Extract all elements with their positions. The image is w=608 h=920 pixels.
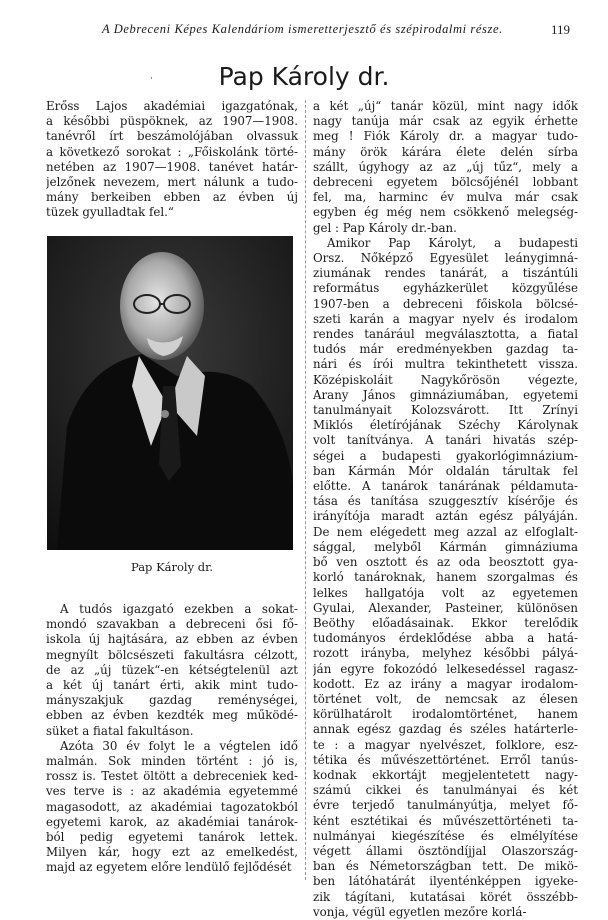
text-line: De nem elégedett meg azzal az elfoglalt- bbox=[313, 524, 578, 539]
text-line: Milyen kár, hogy ezt az emelkedést, bbox=[46, 845, 298, 860]
text-line: de az „új tüzek“-en kétségtelenül azt bbox=[46, 662, 298, 677]
text-line: rendes tanárául megválasztotta, a fiatal bbox=[313, 327, 578, 342]
text-line: számú cikkei és tanulmányai és két bbox=[313, 783, 578, 798]
text-line: malmán. Sok minden történt : jó is, bbox=[46, 754, 298, 769]
text-line: Középiskoláit Nagykőrösön végezte, bbox=[313, 372, 578, 387]
text-line: szállt, úgyhogy az az „új tűz“, mely a bbox=[313, 159, 578, 174]
text-line: ben látóhatárát ilyenténképpen igyeke- bbox=[313, 874, 578, 889]
left-column-intro bbox=[46, 99, 298, 221]
right-column bbox=[313, 99, 578, 920]
text-line: Amikor Pap Károlyt, a budapesti bbox=[327, 235, 578, 250]
paragraph bbox=[46, 739, 298, 876]
text-line: ból pedig egyetemi tanárok lettek. bbox=[46, 830, 298, 845]
text-line: végett állami ösztöndíjjal Olaszország- bbox=[313, 843, 578, 858]
text-line: nári és írói multra tekinthetett vissza. bbox=[313, 357, 578, 372]
text-line: korló tanároknak, hanem szorgalmas és bbox=[313, 570, 578, 585]
text-line: ségei a budapesti gyakorlógimnázium- bbox=[313, 448, 578, 463]
text-line: Beöthy előadásainak. Ekkor terelődik bbox=[313, 615, 578, 630]
text-line: ján egyre fokozódó lelkesedéssel ragasz- bbox=[313, 661, 578, 676]
page-number: 119 bbox=[550, 22, 570, 37]
text-line: Arany János gimnáziumában, egyetemi bbox=[313, 387, 578, 402]
text-line: tudományos érdeklődése abba a hatá- bbox=[313, 631, 578, 646]
text-line: kodnak ekkortájt megjelentetett nagy- bbox=[313, 767, 578, 782]
text-line: a két új tanárt érti, akik mint tudo- bbox=[46, 678, 298, 693]
text-line: magasodott, az akadémiai tagozatokból bbox=[46, 799, 298, 814]
text-line: Gyulai, Alexander, Pasteiner, különösen bbox=[313, 600, 578, 615]
ornament-dot: · bbox=[150, 74, 153, 84]
running-title: A Debreceni Képes Kalendáriom ismeretterjesztő és szépirodalmi része. bbox=[102, 22, 503, 36]
text-line: lelkes hallgatója volt az egyetemen bbox=[313, 585, 578, 600]
text-line: megnyílt bölcsészeti fakultásra célzott, bbox=[46, 647, 298, 662]
text-line: bő ven osztott és az oda beosztott gya- bbox=[313, 555, 578, 570]
text-line: tudós már eredményekben gazdag ta- bbox=[313, 342, 578, 357]
text-line: történet volt, de nemcsak az élesen bbox=[313, 691, 578, 706]
text-line: a következő sorokat : „Főiskolánk törté- bbox=[46, 144, 298, 159]
paragraph bbox=[46, 602, 298, 739]
portrait-photo bbox=[47, 236, 293, 550]
text-line: irányítója maradt aztán egész pályáján. bbox=[313, 509, 578, 524]
text-line: évre terjedő tanulmányútja, melyet fő- bbox=[313, 798, 578, 813]
text-line: tüzek gyulladtak fel.“ bbox=[46, 205, 174, 220]
text-line: A tudós igazgató ezekben a sokat- bbox=[60, 602, 298, 616]
paragraph bbox=[313, 236, 578, 920]
text-line: egyetemi karok, az akadémiai tanárok- bbox=[46, 814, 298, 829]
text-line: szeti karán a magyar nyelv és irodalom bbox=[313, 311, 578, 326]
text-line: debreceni egyetem bölcsőjénél lobbant bbox=[313, 175, 578, 190]
text-line: iskola új hajtására, az ebben az évben bbox=[46, 632, 298, 647]
text-line: zik tágítani, kutatásai körét összébb- bbox=[313, 889, 578, 904]
text-line: nulmányai kiegészítése és elmélyítése bbox=[313, 828, 578, 843]
text-line: tása és tanítása szuggesztív kísérője és bbox=[313, 494, 578, 509]
text-line: mányszakjuk gazdag reménységei, bbox=[46, 693, 298, 708]
text-line: volt tanítványa. A tanári hivatás szép- bbox=[313, 433, 578, 448]
text-line: mondó szavakban a debreceni ősi fő- bbox=[46, 617, 298, 632]
text-line: jelzőnek nevezem, mert nálunk a tudo- bbox=[46, 175, 298, 190]
text-line: fel, ma, harminc év mulva már csak bbox=[313, 190, 578, 205]
text-line: nagy tanúja már csak az egyik érhette bbox=[313, 114, 578, 129]
text-line: gel : Pap Károly dr.-ban. bbox=[313, 220, 457, 235]
text-line: körülhatárolt irodalomtörténet, hanem bbox=[313, 707, 578, 722]
text-line: a későbbi püspöknek, az 1907—1908. bbox=[46, 114, 298, 129]
article-title: Pap Károly dr. bbox=[218, 62, 390, 91]
portrait-illustration bbox=[47, 236, 293, 550]
text-line: te : a magyar nyelvészet, folklore, esz- bbox=[313, 737, 578, 752]
text-line: vonja, végül egyetlen mezőre korlá- bbox=[313, 904, 527, 919]
text-line: Miklós életírójának Széchy Károlynak bbox=[313, 418, 578, 433]
text-line: rossz is. Testet öltött a debreceniek ked- bbox=[46, 769, 298, 784]
text-line: egyben ég még nem csökkenő melegség- bbox=[313, 205, 578, 220]
text-line: tanulmányait Kolozsvárott. Itt Zrínyi bbox=[313, 403, 578, 418]
text-line: előtte. A tanárok tanárának példamuta- bbox=[313, 479, 578, 494]
text-line: kodott. Ez az irány a magyar irodalom- bbox=[313, 676, 578, 691]
page-header bbox=[40, 22, 570, 42]
text-line: 1907-ben a debreceni főiskola bölcsé- bbox=[313, 296, 578, 311]
text-line: ziumának rendes tanárát, a tiszántúli bbox=[313, 266, 578, 281]
text-line: annak egész gazdag és széles határterle- bbox=[313, 722, 578, 737]
text-line: ves terve is : az akadémia egyetemmé bbox=[46, 784, 298, 799]
column-divider bbox=[305, 100, 306, 880]
text-line: ebben az évben kezdték meg működé- bbox=[46, 708, 298, 723]
text-line: meg ! Fiók Károly dr. a magyar tudo- bbox=[313, 129, 578, 144]
text-line: ban Kármán Mór oldalán tárultak fel bbox=[313, 463, 578, 478]
paragraph bbox=[313, 99, 578, 236]
text-line: mány örök kárára élete delén sírba bbox=[313, 144, 578, 159]
text-line: sággal, melyből Kármán gimnáziuma bbox=[313, 539, 578, 554]
text-line: Erőss Lajos akadémiai igazgatónak, bbox=[46, 99, 298, 113]
photo-caption: Pap Károly dr. bbox=[130, 560, 214, 574]
text-line: Orsz. Nőképző Egyesület leánygimná- bbox=[313, 251, 578, 266]
text-line: tanévről írt beszámolójában olvassuk bbox=[46, 129, 298, 144]
text-line: netében az 1907—1908. tanévet határ- bbox=[46, 159, 298, 174]
text-line: tétika és művészettörténet. Erről tanús- bbox=[313, 752, 578, 767]
text-line: süket a fiatal fakultáson. bbox=[46, 723, 194, 738]
text-line: a két „új“ tanár közül, mint nagy idők bbox=[313, 99, 578, 113]
text-line: mány berkeiben ebben az évben új bbox=[46, 190, 298, 205]
text-line: ban és Németországban tett. De mikö- bbox=[313, 859, 578, 874]
text-line: ként esztétikai és művészettörténeti ta- bbox=[313, 813, 578, 828]
text-line: Azóta 30 év folyt le a végtelen idő bbox=[60, 738, 298, 753]
text-line: majd az egyetem előre lendülő fejlődését bbox=[46, 860, 292, 875]
left-column-body bbox=[46, 602, 298, 876]
text-line: rozott irányba, melyhez későbbi pályá- bbox=[313, 646, 578, 661]
text-line: református egyházkerület közgyűlése bbox=[313, 281, 578, 296]
